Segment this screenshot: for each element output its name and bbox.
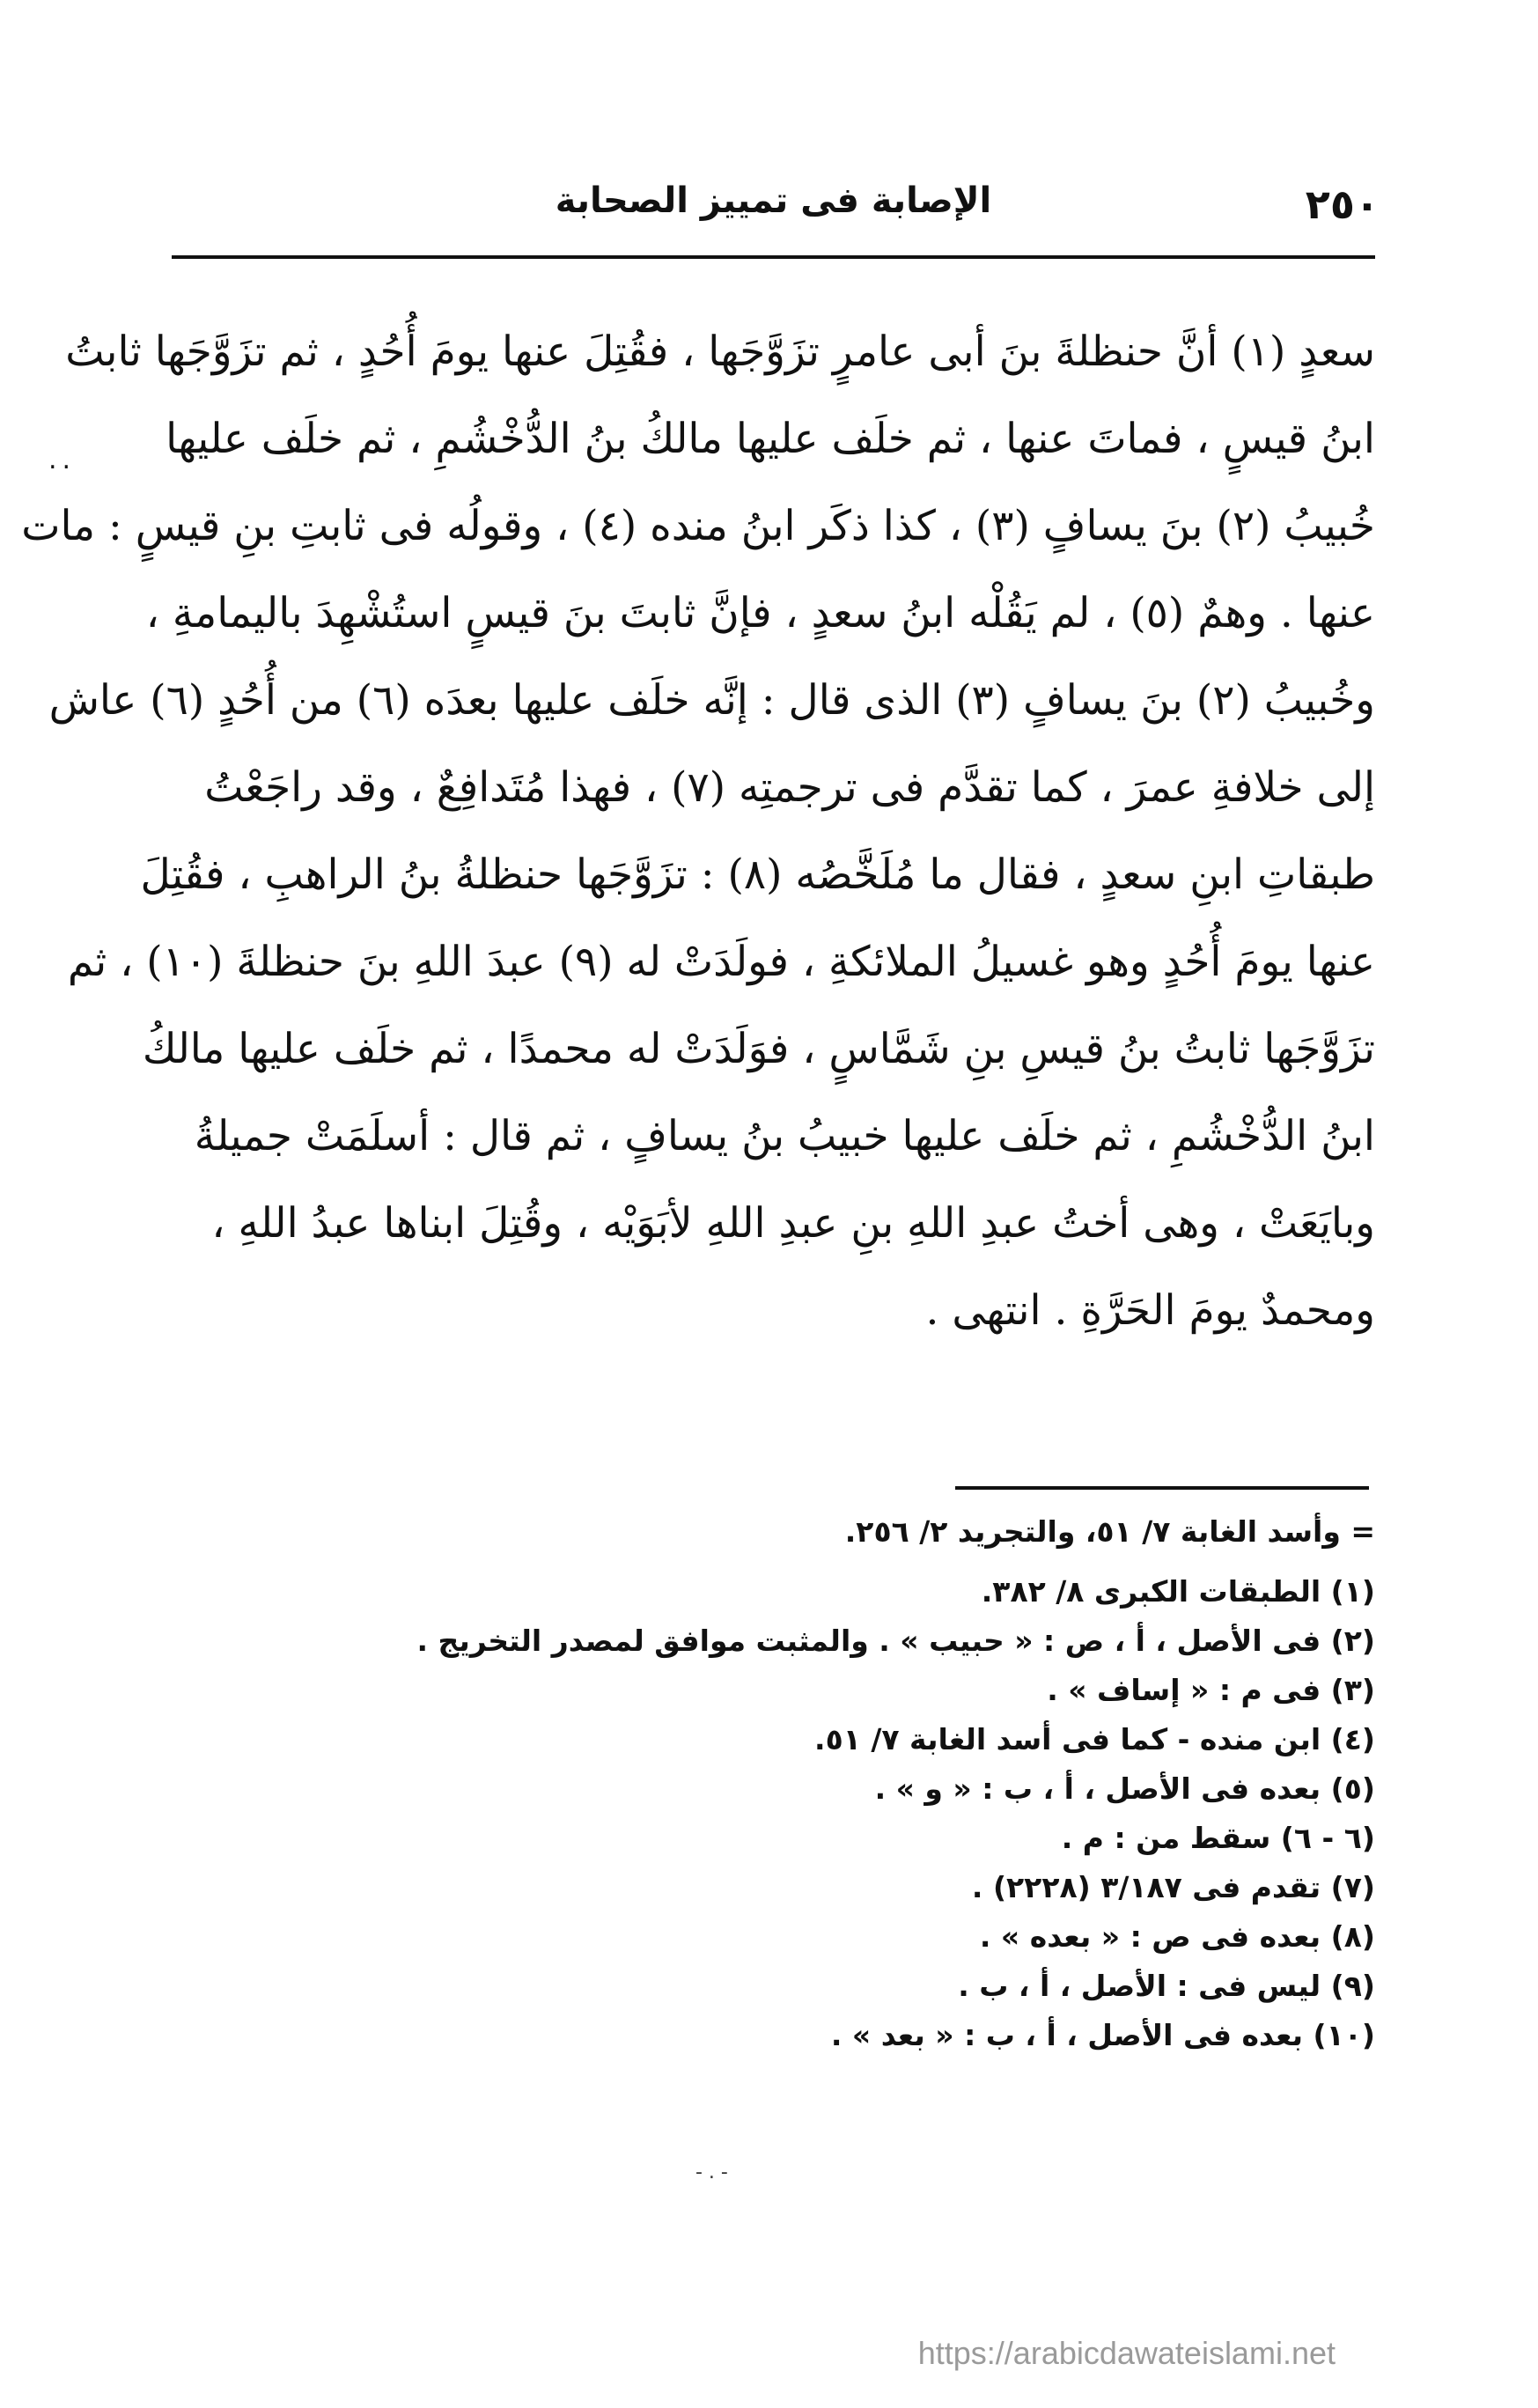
body-line: وبايَعَتْ ، وهى أختُ عبدِ اللهِ بنِ عبدِ اللهِ لأبَوَيْه ، وقُتِلَ ابناها عبدُ اللهِ ، (211, 1199, 1375, 1248)
body-line: ابنُ الدُّخْشُمِ ، ثم خلَف عليها خبيبُ بنُ يسافٍ ، ثم قال : أسلَمَتْ جميلةُ (194, 1112, 1375, 1160)
body-line: عنها . وهمٌ (٥) ، لم يَقُلْه ابنُ سعدٍ ، فإنَّ ثابتَ بنَ قيسٍ استُشْهِدَ باليمامةِ ، (145, 589, 1375, 637)
body-line: طبقاتِ ابنِ سعدٍ ، فقال ما مُلَخَّصُه (٨) : تزَوَّجَها حنظلةُ بنُ الراهبِ ، فقُتِلَ (140, 851, 1375, 899)
page-header (167, 180, 1380, 233)
margin-mark: .. (48, 445, 77, 475)
footnote: (٤) ابن منده - كما فى أسد الغابة ٧/ ٥١. (814, 1722, 1375, 1756)
footnote: (٨) بعده فى ص : « بعده » . (979, 1919, 1375, 1954)
watermark: https://arabicdawateislami.net (917, 2335, 1336, 2371)
footnote-continuation: = وأسد الغابة ٧/ ٥١، والتجريد ٢/ ٢٥٦. (844, 1514, 1375, 1549)
stray-mark: - . - (695, 2161, 728, 2183)
footnote: (٦ - ٦) سقط من : م . (1061, 1821, 1375, 1855)
body-line: عنها يومَ أُحُدٍ وهو غسيلُ الملائكةِ ، فولَدَتْ له (٩) عبدَ اللهِ بنَ حنظلةَ (١٠) ، ثم (67, 938, 1375, 986)
footnote: (٥) بعده فى الأصل ، أ ، ب : « و » . (874, 1771, 1375, 1806)
body-line: خُبيبُ (٢) بنَ يسافٍ (٣) ، كذا ذكَر ابنُ منده (٤) ، وقولُه فى ثابتِ بنِ قيسٍ : مات (21, 502, 1375, 550)
body-text (21, 308, 1375, 1354)
body-line: ومحمدٌ يومَ الحَرَّةِ . انتهى . (925, 1286, 1375, 1335)
page-number: ٢٥٠ (1305, 180, 1380, 228)
body-line: تزَوَّجَها ثابتُ بنُ قيسِ بنِ شَمَّاسٍ ، فوَلَدَتْ له محمدًا ، ثم خلَف عليها مالكُ (142, 1025, 1375, 1073)
body-line: سعدٍ (١) أنَّ حنظلةَ بنَ أبى عامرٍ تزَوَّجَها ، فقُتِلَ عنها يومَ أُحُدٍ ، ثم تزَوَّجَها ثابتُ (65, 328, 1375, 376)
footnote: (٧) تقدم فى ٣/١٨٧ (٢٢٢٨) . (971, 1870, 1375, 1904)
footnote: (٣) فى م : « إساف » . (1047, 1673, 1375, 1707)
body-line: إلى خلافةِ عمرَ ، كما تقدَّم فى ترجمتِه (٧) ، فهذا مُتَدافِعٌ ، وقد راجَعْتُ (204, 763, 1375, 812)
running-title: الإصابة فى تمييز الصحابة (555, 180, 992, 221)
body-line: وخُبيبُ (٢) بنَ يسافٍ (٣) الذى قال : إنَّه خلَف عليها بعدَه (٦) من أُحُدٍ (٦) عاش (48, 676, 1375, 725)
footnotes (172, 1507, 1375, 2060)
header-rule (172, 255, 1375, 259)
footnote: (١٠) بعده فى الأصل ، أ ، ب : « بعد » . (830, 2018, 1375, 2052)
footnote-rule (955, 1486, 1369, 1490)
body-line: ابنُ قيسٍ ، فماتَ عنها ، ثم خلَف عليها مالكُ بنُ الدُّخْشُمِ ، ثم خلَف عليها (166, 415, 1375, 463)
footnote: (٩) ليس فى : الأصل ، أ ، ب . (958, 1969, 1375, 2003)
footnote: (٢) فى الأصل ، أ ، ص : « حبيب » . والمثبت موافق لمصدر التخريج . (416, 1624, 1375, 1658)
footnote: (١) الطبقات الكبرى ٨/ ٣٨٢. (981, 1574, 1375, 1609)
